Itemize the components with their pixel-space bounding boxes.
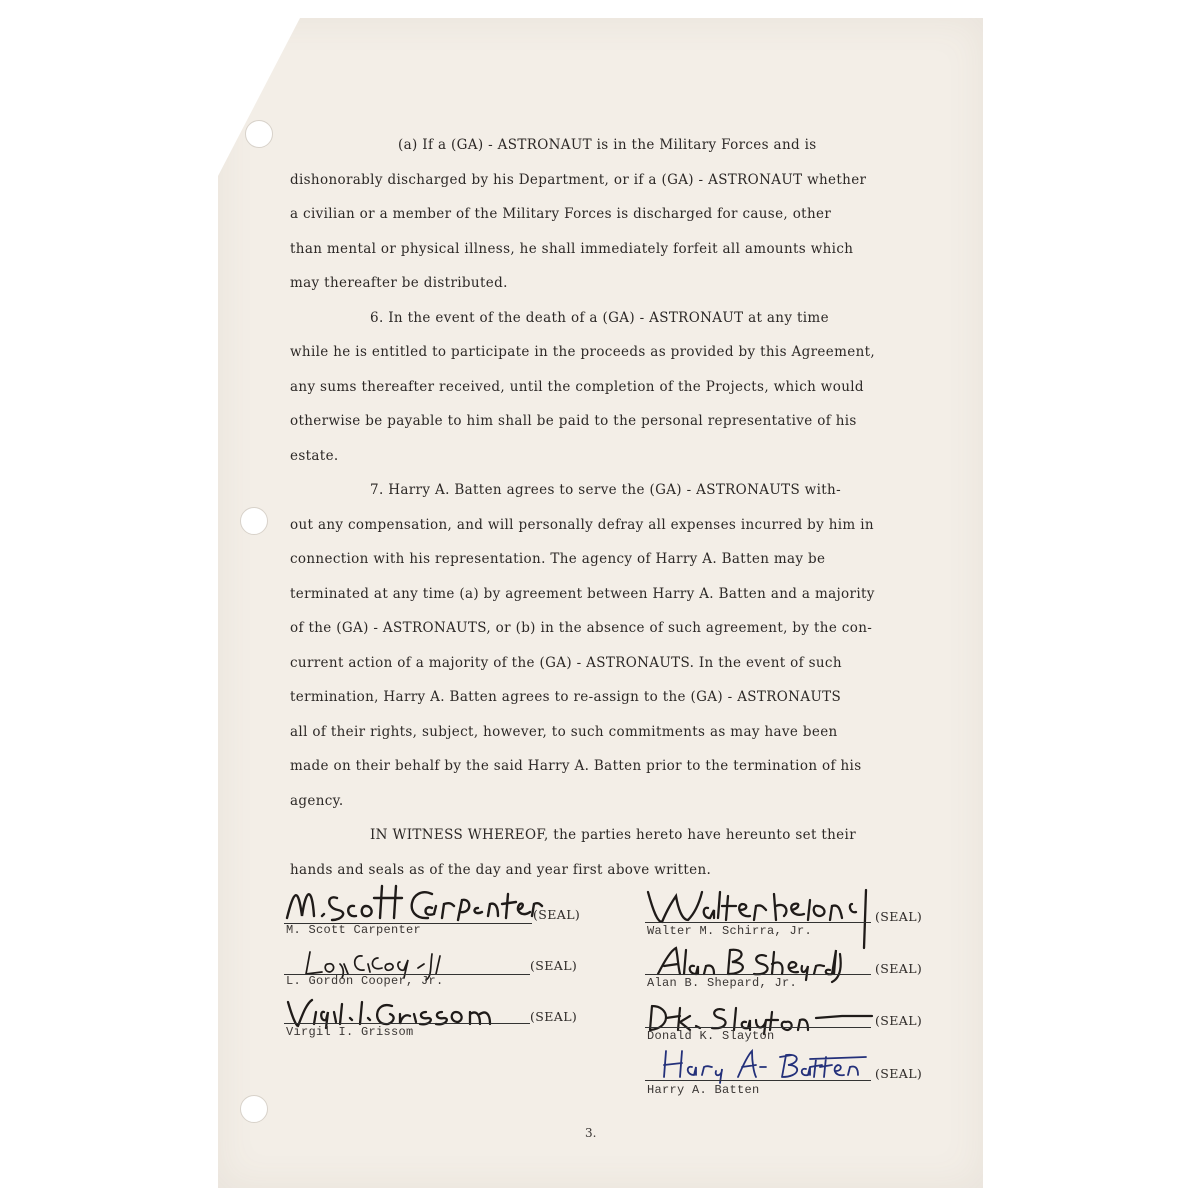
paragraph-line: 6. In the event of the death of a (GA) - ASTRONAUT at any time [370,309,829,326]
paragraph-line: out any compensation, and will personally defray all expenses incurred by him in [290,516,874,533]
typed-name: Alan B. Shepard, Jr. [647,976,798,990]
page-number: 3. [585,1126,597,1140]
seal-label: (SEAL) [875,1013,923,1028]
paragraph-line: termination, Harry A. Batten agrees to re-assign to the (GA) - ASTRONAUTS [290,689,842,705]
seal-label: (SEAL) [875,961,923,976]
paragraph-line: than mental or physical illness, he shall immediately forfeit all amounts which [290,240,854,257]
paragraph-line: otherwise be payable to him shall be paid to the personal representative of his [290,413,857,429]
typed-name: L. Gordon Cooper, Jr. [286,974,444,988]
paragraph-line: any sums thereafter received, until the completion of the Projects, which would [290,378,864,395]
paragraph-line: made on their behalf by the said Harry A. Batten prior to the termination of his [290,758,862,774]
paragraph-line: hands and seals as of the day and year first above written. [290,861,712,878]
paragraph-line: dishonorably discharged by his Department, or if a (GA) - ASTRONAUT whether [290,171,867,188]
paragraph-line: estate. [290,447,339,464]
paragraph-line: all of their rights, subject, however, to such commitments as may have been [290,723,838,740]
seal-label: (SEAL) [533,907,581,922]
punch-hole [240,1095,268,1123]
paragraph-line: of the (GA) - ASTRONAUTS, or (b) in the absence of such agreement, by the con- [290,620,873,636]
paragraph-line: may thereafter be distributed. [290,275,508,291]
paragraph-line: while he is entitled to participate in the proceeds as provided by this Agreement, [290,344,876,360]
seal-label: (SEAL) [530,1009,578,1024]
punch-hole [240,507,268,535]
document-body [290,128,910,887]
signature-line [284,1023,530,1024]
seal-label: (SEAL) [875,909,923,924]
paragraph-line: IN WITNESS WHEREOF, the parties hereto have hereunto set their [370,827,856,843]
typed-name: Donald K. Slayton [647,1029,775,1043]
paragraph-line: current action of a majority of the (GA) - ASTRONAUTS. In the event of such [290,654,842,671]
typed-name: Harry A. Batten [647,1083,760,1097]
handwritten-signature [660,1045,870,1085]
signature-line [645,1080,871,1081]
paragraph-line: 7. Harry A. Batten agrees to serve the (GA) - ASTRONAUTS with- [370,482,841,498]
typed-name: M. Scott Carpenter [286,923,422,937]
paragraph-line: terminated at any time (a) by agreement between Harry A. Batten and a majority [290,585,875,602]
typed-name: Virgil I. Grissom [286,1025,414,1039]
signature-line [645,974,871,975]
paragraph-line: (a) If a (GA) - ASTRONAUT is in the Military Forces and is [398,137,817,153]
signature-line [645,1027,871,1028]
typed-name: Walter M. Schirra, Jr. [647,924,813,938]
signature-line [645,922,871,923]
punch-hole [245,120,273,148]
seal-label: (SEAL) [875,1066,923,1081]
paragraph-line: connection with his representation. The agency of Harry A. Batten may be [290,551,826,567]
paragraph-line: a civilian or a member of the Military Forces is discharged for cause, other [290,206,832,222]
seal-label: (SEAL) [530,958,578,973]
paragraph-line: agency. [290,792,344,809]
